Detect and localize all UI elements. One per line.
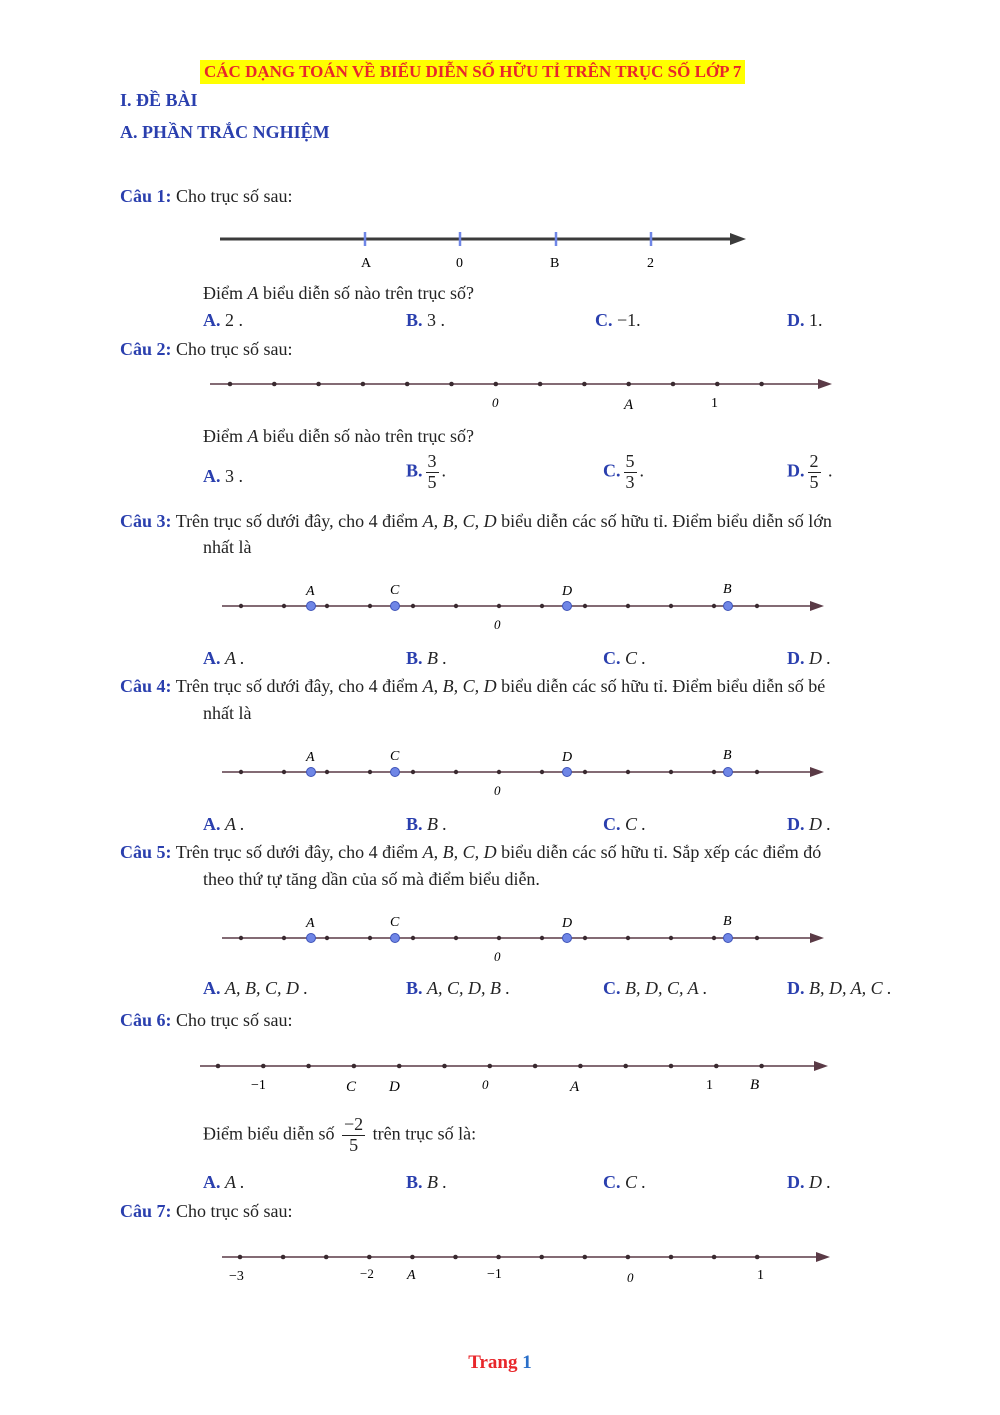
tick-dot: [325, 936, 329, 940]
option-a[interactable]: A. 3 .: [203, 466, 243, 486]
tick-dot: [272, 382, 277, 387]
tick-dot: [755, 770, 759, 774]
tick-dot: [397, 1064, 402, 1069]
point-a: [307, 934, 316, 943]
option-c[interactable]: C. C .: [603, 648, 647, 668]
question-6: [120, 1010, 293, 1031]
option-a[interactable]: A. A, B, C, D .: [203, 978, 308, 998]
tick-dot: [669, 770, 673, 774]
tick-dot: [454, 604, 458, 608]
tick-dot: [239, 936, 243, 940]
tick-dot: [583, 770, 587, 774]
tick-dot: [712, 936, 716, 940]
tick-dot: [216, 1064, 221, 1069]
number-line-q2: [0, 372, 1000, 417]
point-label: A: [570, 1079, 580, 1095]
tick-dot: [442, 1064, 447, 1069]
tick-dot: [626, 382, 631, 387]
option-b[interactable]: B. $\frac{3}{5}$ .: [406, 451, 447, 492]
option-b[interactable]: B. B .: [406, 648, 448, 668]
option-d[interactable]: D. B, D, A, C .: [787, 978, 892, 998]
option-a[interactable]: A. A .: [203, 814, 245, 834]
tick-dot: [228, 382, 233, 387]
page-word: Trang: [468, 1352, 518, 1373]
tick-dot: [497, 936, 501, 940]
option-c[interactable]: C. −1.: [595, 310, 641, 330]
tick-dot: [405, 382, 410, 387]
tick-dot: [540, 936, 544, 940]
tick-dot: [368, 604, 372, 608]
option-b[interactable]: B. B .: [406, 1172, 448, 1192]
point-label: A: [306, 750, 315, 765]
number-line-q1: [0, 225, 1000, 275]
tick-dot: [282, 770, 286, 774]
question-text-cont: nhất là: [203, 537, 252, 557]
question-4: Câu 4: Trên trục số dưới đây, cho 4 điểm A, B, C, D biểu diễn các số hữu tỉ. Điểm biểu diễn số bé: [120, 676, 826, 696]
tick-label: 0: [627, 1270, 634, 1285]
tick-label: −2: [360, 1266, 374, 1281]
tick-dot: [626, 770, 630, 774]
question-text-cont: theo thứ tự tăng dần của số mà điểm biểu diễn.: [203, 869, 540, 889]
point-b: [724, 768, 733, 777]
point-d: [563, 602, 572, 611]
tick-dot: [411, 604, 415, 608]
tick-dot: [261, 1064, 266, 1069]
question-2: [120, 339, 293, 360]
point-d: [563, 768, 572, 777]
point-a: [307, 768, 316, 777]
fraction: $\frac{-2}{5}$: [343, 1114, 364, 1155]
option-a[interactable]: A. 2 .: [203, 310, 243, 330]
tick-dot: [454, 770, 458, 774]
option-d[interactable]: D. 1.: [787, 310, 823, 330]
number-line-q5: [0, 907, 1000, 967]
tick-label: 1: [706, 1078, 713, 1093]
tick-label: −3: [229, 1269, 244, 1284]
point-label: D: [562, 584, 573, 599]
question-label: Câu 2:: [120, 339, 172, 359]
point-b: [724, 934, 733, 943]
tick-dot: [712, 770, 716, 774]
tick-dot: [454, 936, 458, 940]
number-line-q6: [0, 1052, 1000, 1097]
page-number: 1: [522, 1352, 532, 1373]
fraction: $\frac{3}{5}$: [427, 451, 437, 492]
point-label: B: [750, 1077, 760, 1093]
option-c[interactable]: C. $\frac{5}{3}$ .: [603, 451, 644, 492]
tick-dot: [671, 382, 676, 387]
question-text: Cho trục số sau:: [176, 1010, 293, 1030]
question-label: Câu 6:: [120, 1010, 172, 1030]
tick-dot: [494, 382, 499, 387]
question-label: Câu 4:: [120, 676, 172, 696]
page-footer: [0, 1352, 1000, 1374]
axis-arrow: [810, 933, 824, 943]
axis-arrow: [810, 601, 824, 611]
tick-label: −1: [251, 1078, 266, 1093]
tick-dot: [714, 1064, 719, 1069]
tick-dot: [282, 936, 286, 940]
question-label: Câu 7:: [120, 1201, 172, 1221]
axis-arrow: [810, 767, 824, 777]
point-label: D: [389, 1079, 400, 1095]
tick-dot: [306, 1064, 311, 1069]
question-5: Câu 5: Trên trục số dưới đây, cho 4 điểm A, B, C, D biểu diễn các số hữu tỉ. Sắp xếp các điểm đó: [120, 842, 822, 862]
point-c: [391, 768, 400, 777]
tick-dot: [368, 770, 372, 774]
question-label: Câu 3:: [120, 511, 172, 531]
question-label: Câu 5:: [120, 842, 172, 862]
subsection-heading: A. PHẦN TRẮC NGHIỆM: [120, 122, 330, 142]
tick-dot: [669, 1064, 674, 1069]
tick-dot: [497, 604, 501, 608]
question-text: Cho trục số sau:: [176, 1201, 293, 1221]
option-b[interactable]: B. A, C, D, B .: [406, 978, 511, 998]
tick-dot: [411, 936, 415, 940]
question-7: [120, 1201, 293, 1222]
option-b[interactable]: B. B .: [406, 814, 448, 834]
section-heading: I. ĐỀ BÀI: [120, 90, 198, 110]
tick-dot: [626, 1255, 631, 1260]
tick-dot: [239, 770, 243, 774]
question-text-cont: nhất là: [203, 703, 252, 723]
tick-dot: [540, 604, 544, 608]
tick-dot: [324, 1255, 329, 1260]
tick-dot: [759, 382, 764, 387]
tick-dot: [538, 382, 543, 387]
tick-dot: [281, 1255, 286, 1260]
tick-dot: [626, 604, 630, 608]
tick-dot: [669, 1255, 674, 1260]
question-prompt: Điểm A biểu diễn số nào trên trục số?: [203, 283, 474, 303]
option-a[interactable]: A. A .: [203, 648, 245, 668]
point-label: B: [723, 582, 732, 597]
option-b[interactable]: B. 3 .: [406, 310, 446, 330]
tick-dot: [325, 770, 329, 774]
tick-dot: [539, 1255, 544, 1260]
tick-dot: [352, 1064, 357, 1069]
fraction: $\frac{5}{3}$: [625, 451, 635, 492]
tick-dot: [540, 770, 544, 774]
tick-dot: [755, 936, 759, 940]
tick-dot: [488, 1064, 493, 1069]
tick-dot: [623, 1064, 628, 1069]
tick-dot: [410, 1255, 415, 1260]
axis-arrow: [730, 233, 746, 245]
option-a[interactable]: A. A .: [203, 1172, 245, 1192]
tick-dot: [715, 382, 720, 387]
question-text: Cho trục số sau:: [176, 339, 293, 359]
point-b: [724, 602, 733, 611]
option-d[interactable]: D. D .: [787, 814, 831, 834]
fraction: $\frac{2}{5}$: [809, 451, 819, 492]
tick-label: 1: [757, 1268, 764, 1283]
axis-arrow: [814, 1061, 828, 1071]
tick-dot: [533, 1064, 538, 1069]
tick-dot: [449, 382, 454, 387]
point-label: A: [306, 584, 315, 599]
option-c[interactable]: C. C .: [603, 1172, 647, 1192]
question-text: Cho trục số sau:: [176, 186, 293, 206]
point-d: [563, 934, 572, 943]
page-title: CÁC DẠNG TOÁN VỀ BIỂU DIỄN SỐ HỮU TỈ TRÊN TRỤC SỐ LỚP 7: [200, 60, 745, 84]
tick-dot: [759, 1064, 764, 1069]
tick-dot: [583, 936, 587, 940]
number-line-q7: [0, 1243, 1000, 1288]
axis-arrow: [816, 1252, 830, 1262]
point-label: C: [390, 749, 400, 764]
question-1: [120, 186, 293, 207]
tick-dot: [282, 604, 286, 608]
tick-label: 0: [492, 395, 499, 410]
tick-dot: [497, 770, 501, 774]
question-label: Câu 1:: [120, 186, 172, 206]
question-prompt: Điểm biểu diễn số $\frac{-2}{5}$ trên trục số là:: [203, 1114, 477, 1155]
tick-dot: [578, 1064, 583, 1069]
number-line-q4: [0, 741, 1000, 801]
tick-label: 0: [494, 783, 501, 798]
point-label: A: [624, 397, 634, 413]
tick-dot: [411, 770, 415, 774]
point-label: C: [390, 915, 400, 930]
tick-dot: [583, 604, 587, 608]
tick-dot: [316, 382, 321, 387]
tick-dot: [755, 1255, 760, 1260]
option-d[interactable]: D. D .: [787, 648, 831, 668]
tick-label: 0: [494, 949, 501, 964]
point-label: D: [562, 750, 573, 765]
tick-dot: [496, 1255, 501, 1260]
tick-label: 2: [647, 256, 654, 271]
tick-dot: [755, 604, 759, 608]
tick-label: 0: [456, 256, 463, 271]
point-label: B: [723, 748, 732, 763]
option-d[interactable]: D. $\frac{2}{5}$ .: [787, 451, 833, 492]
tick-dot: [712, 604, 716, 608]
tick-dot: [361, 382, 366, 387]
tick-dot: [453, 1255, 458, 1260]
tick-dot: [367, 1255, 372, 1260]
tick-dot: [583, 1255, 588, 1260]
tick-dot: [582, 382, 587, 387]
tick-label: 0: [482, 1077, 489, 1092]
option-d[interactable]: D. D .: [787, 1172, 831, 1192]
axis-arrow: [818, 379, 832, 389]
tick-label: B: [550, 256, 560, 271]
tick-dot: [368, 936, 372, 940]
point-label: C: [346, 1079, 357, 1095]
tick-dot: [239, 604, 243, 608]
point-label: B: [723, 914, 732, 929]
tick-label: 0: [494, 617, 501, 632]
point-c: [391, 602, 400, 611]
question-3: Câu 3: Trên trục số dưới đây, cho 4 điểm A, B, C, D biểu diễn các số hữu tỉ. Điểm biểu diễn số lớn: [120, 511, 832, 531]
tick-label: −1: [487, 1267, 502, 1282]
point-c: [391, 934, 400, 943]
tick-dot: [669, 936, 673, 940]
point-a: [307, 602, 316, 611]
point-label: D: [562, 916, 573, 931]
tick-dot: [626, 936, 630, 940]
question-prompt: Điểm A biểu diễn số nào trên trục số?: [203, 426, 474, 446]
tick-dot: [669, 604, 673, 608]
point-label: A: [306, 916, 315, 931]
option-c[interactable]: C. C .: [603, 814, 647, 834]
tick-dot: [712, 1255, 717, 1260]
tick-dot: [238, 1255, 243, 1260]
point-label: A: [407, 1268, 416, 1283]
tick-label: 1: [711, 396, 718, 411]
number-line-q3: [0, 575, 1000, 635]
tick-label: A: [361, 256, 372, 271]
tick-dot: [325, 604, 329, 608]
point-label: C: [390, 583, 400, 598]
option-c[interactable]: C. B, D, C, A .: [603, 978, 708, 998]
